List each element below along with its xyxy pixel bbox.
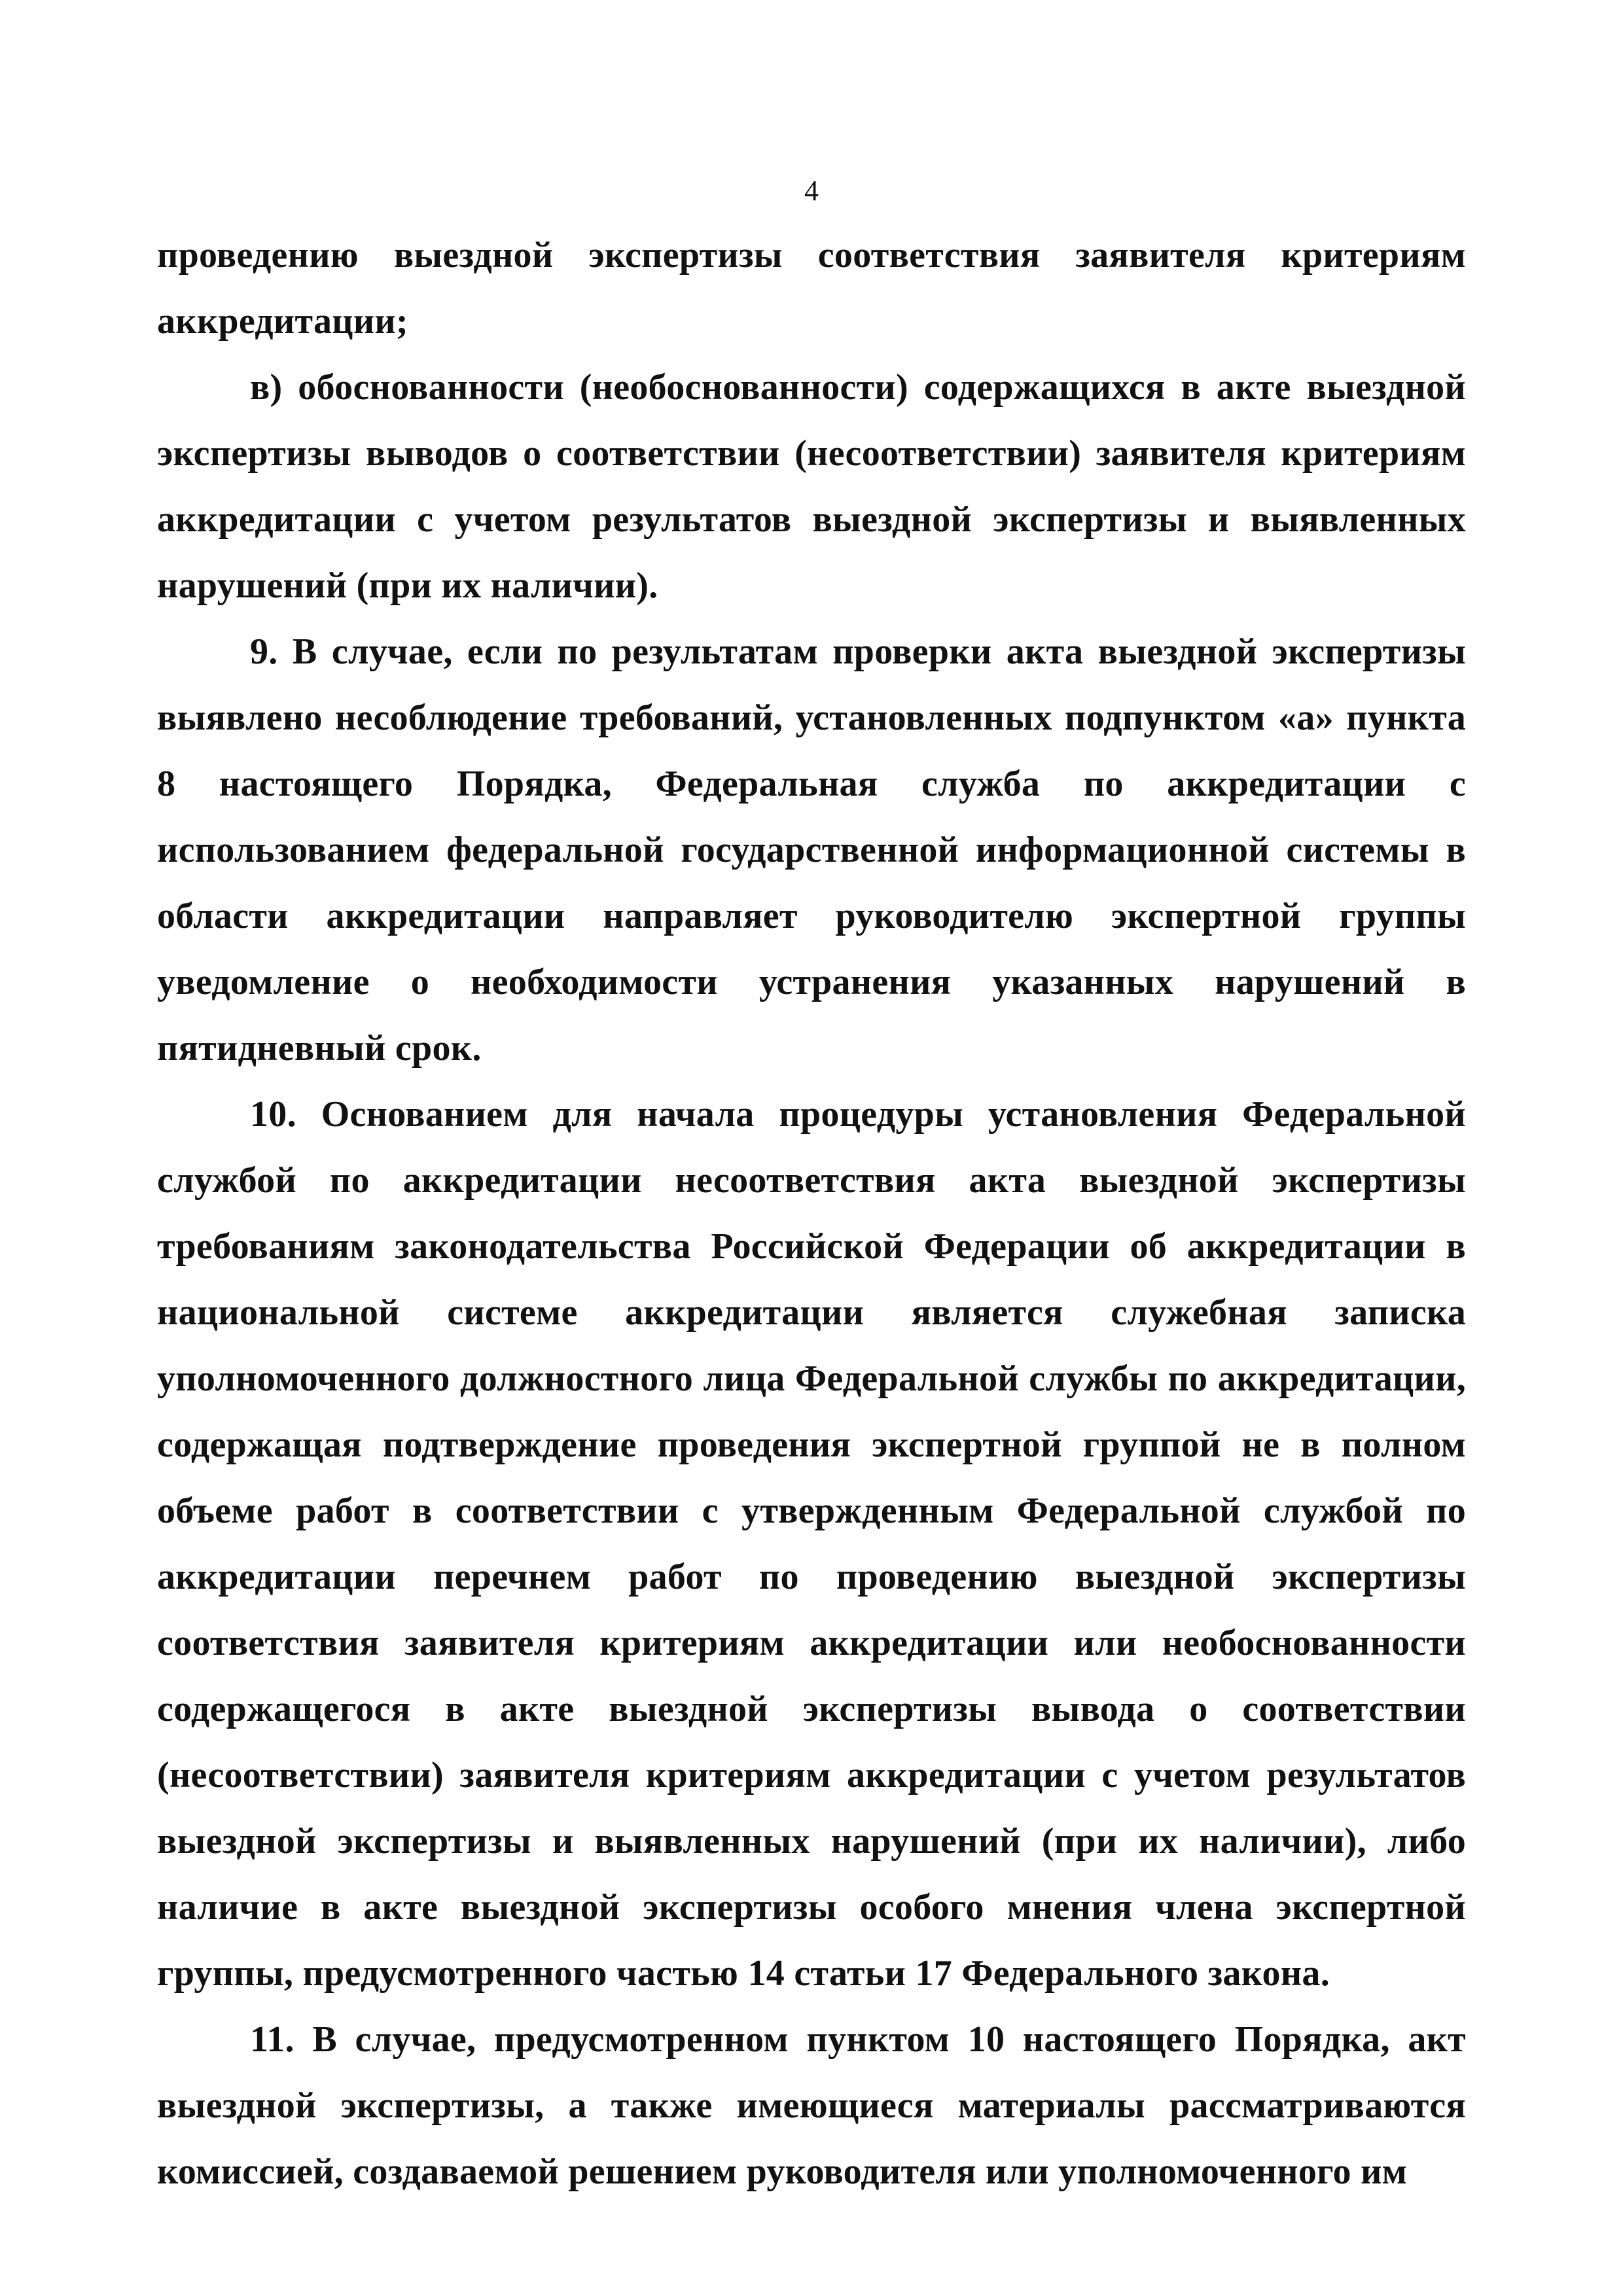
- paragraph-item-11: 11. В случае, предусмотренном пунктом 10 настоящего Порядка, акт выездной экспертизы, а также имеющиеся материалы рассматриваются комиссией, создаваемой решением руководителя или уполномоченного им: [157, 2019, 1466, 2192]
- document-body: [157, 222, 1466, 2205]
- paragraph-continuation: проведению выездной экспертизы соответствия заявителя критериям аккредитации;: [157, 235, 1466, 342]
- page-number: 4: [804, 175, 819, 207]
- paragraph-item-9: 9. В случае, если по результатам проверки акта выездной экспертизы выявлено несоблюдение требований, установленных подпунктом «а» пункта 8 настоящего Порядка, Федеральная служба по аккредитации с использованием федеральной государственной информационной системы в области аккредитации направляет руководителю экспертной группы уведомление о необходимости устранения указанных нарушений в пятидневный срок.: [157, 631, 1466, 1069]
- paragraph-subitem-v: в) обоснованности (необоснованности) содержащихся в акте выездной экспертизы выводов о соответствии (несоответствии) заявителя критериям аккредитации с учетом результатов выездной экспертизы и выявленных нарушений (при их наличии).: [157, 367, 1466, 606]
- paragraph-item-10: 10. Основанием для начала процедуры установления Федеральной службой по аккредитации несоответствия акта выездной экспертизы требованиям законодательства Российской Федерации об аккредитации в национальной системе аккредитации является служебная записка уполномоченного должностного лица Федеральной службы по аккредитации, содержащая подтверждение проведения экспертной группой не в полном объеме работ в соответствии с утвержденным Федеральной службой по аккредитации перечнем работ по проведению выездной экспертизы соответствия заявителя критериям аккредитации или необоснованности содержащегося в акте выездной экспертизы вывода о соответствии (несоответствии) заявителя критериям аккредитации с учетом результатов выездной экспертизы и выявленных нарушений (при их наличии), либо наличие в акте выездной экспертизы особого мнения члена экспертной группы, предусмотренного частью 14 статьи 17 Федерального закона.: [157, 1094, 1466, 1994]
